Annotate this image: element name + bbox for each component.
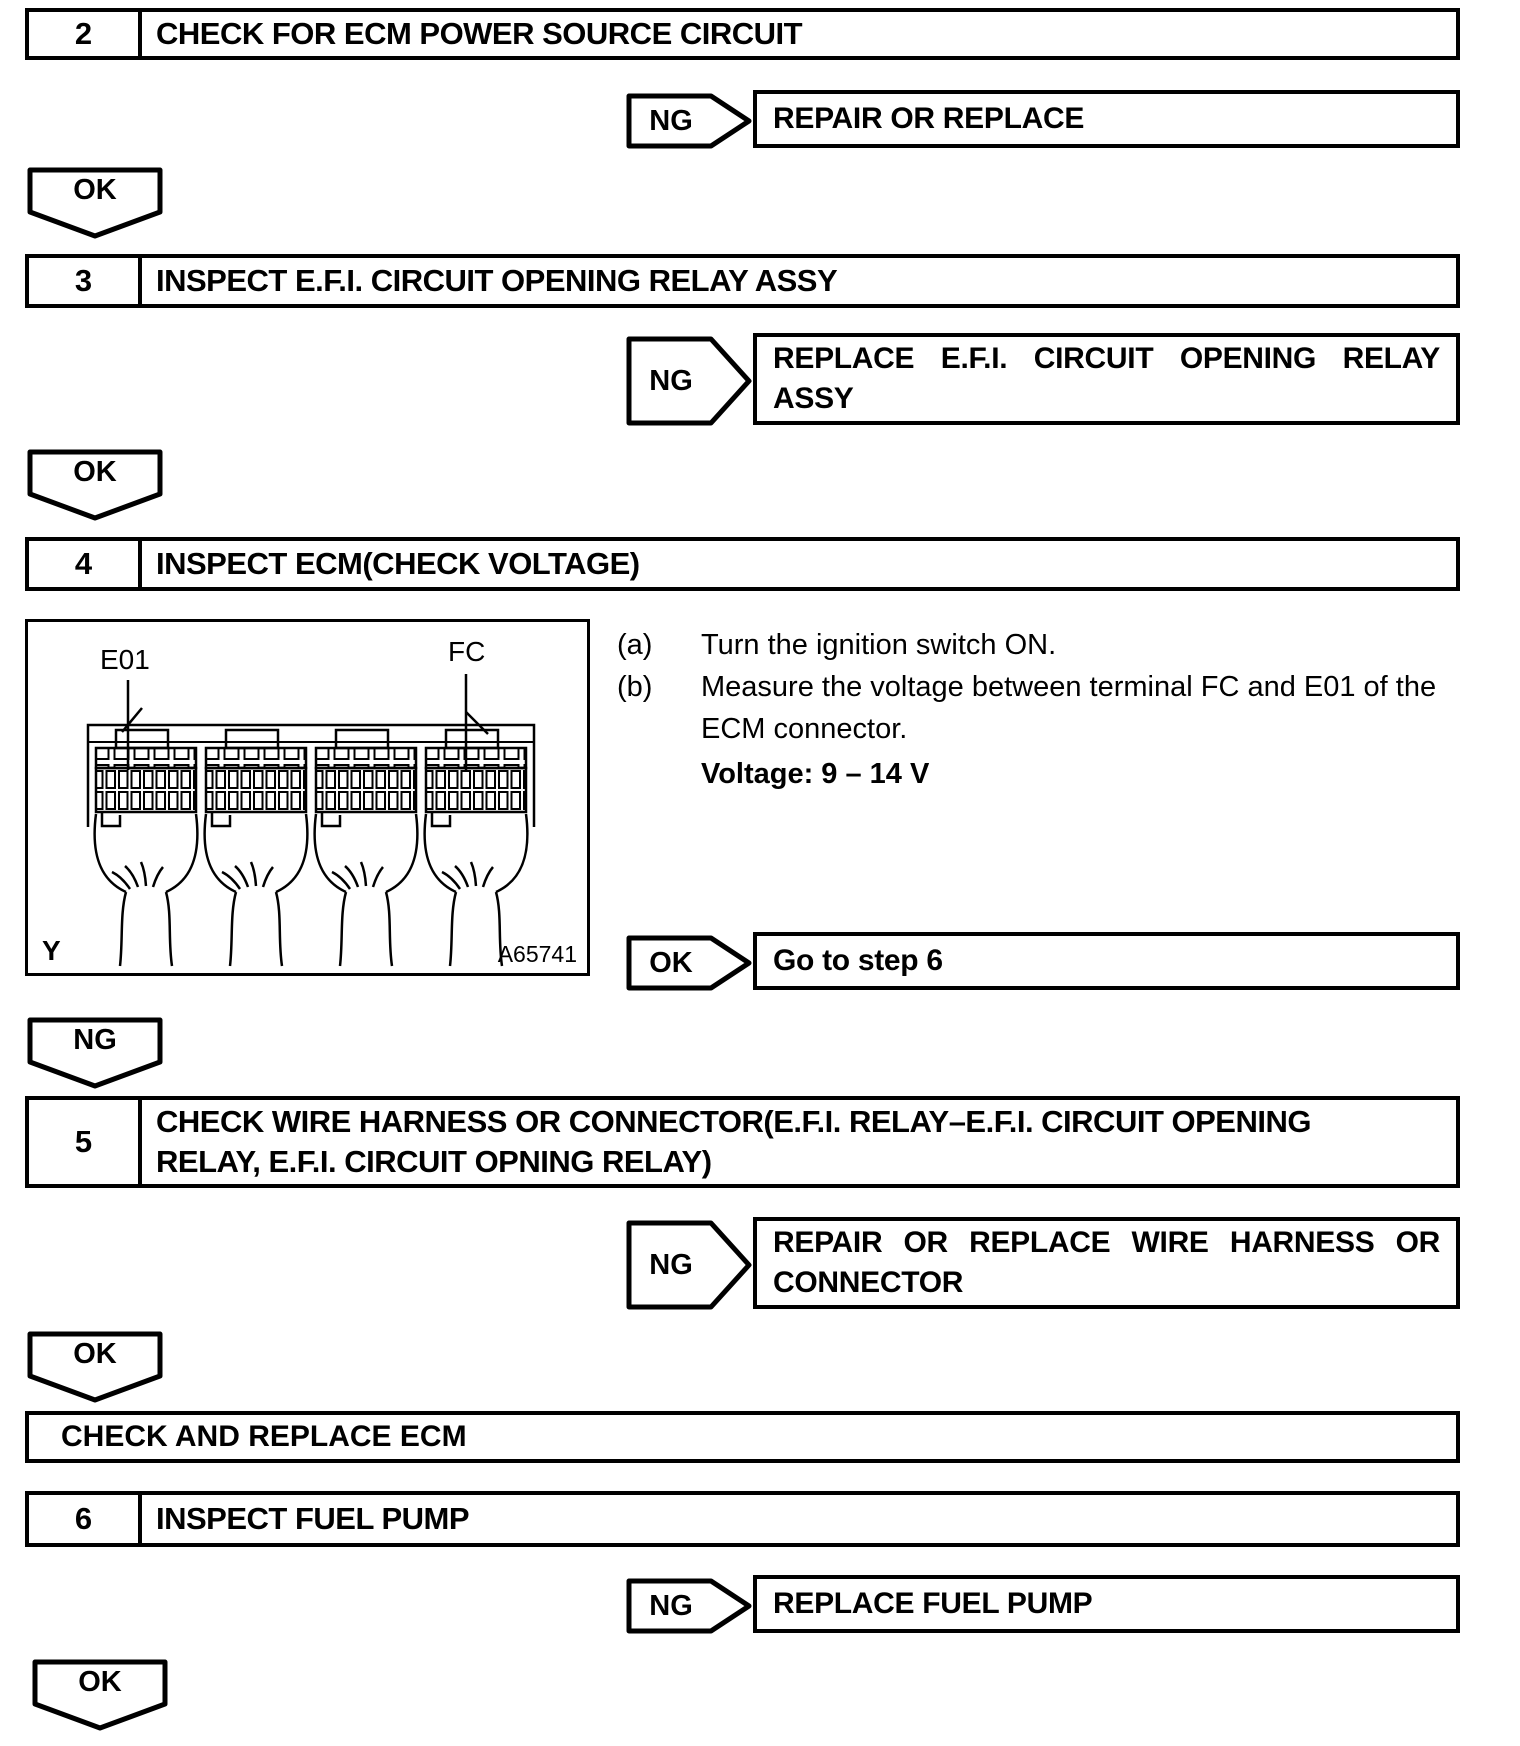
instruction-b (617, 666, 1472, 750)
result-box-repair-or-replace (753, 90, 1460, 148)
instruction-b-line-2: ECM connector. (701, 713, 908, 746)
terminal-label-e01: E01 (100, 644, 150, 675)
step-4-title: INSPECT ECM(CHECK VOLTAGE) (156, 545, 640, 581)
result-text-line-1: REPAIR OR REPLACE WIRE HARNESS OR (773, 1226, 1440, 1260)
step-4-header (25, 537, 1460, 591)
result-text: REPAIR OR REPLACE (773, 102, 1085, 136)
figure-code: A65741 (497, 941, 577, 967)
step-5-header (25, 1096, 1460, 1188)
instruction-b-line-1: Measure the voltage between terminal FC and E01 of the (701, 671, 1437, 704)
result-box-go-to-step-6 (753, 932, 1460, 990)
step-6-title: INSPECT FUEL PUMP (156, 1500, 470, 1536)
ng-tag-label: NG (649, 1248, 693, 1281)
step-4-ok-tag (625, 934, 753, 992)
instruction-b-text (701, 666, 1436, 750)
step-6-header (25, 1491, 1460, 1547)
figure-corner-mark: Y (42, 935, 61, 966)
ok-connector-label: OK (73, 173, 117, 206)
result-box-replace-fuel-pump (753, 1575, 1460, 1633)
ok-connector-label: OK (73, 455, 117, 488)
step-5-ok-connector (25, 1329, 165, 1407)
instruction-b-marker: (b) (617, 671, 653, 704)
step-4-instructions (617, 624, 1472, 795)
instruction-a (617, 624, 1472, 666)
step-6-ng-tag (625, 1577, 753, 1635)
ng-tag-label: NG (649, 104, 693, 137)
step-5-title-line-2: RELAY, E.F.I. CIRCUIT OPNING RELAY) (156, 1144, 712, 1179)
step-2-title: CHECK FOR ECM POWER SOURCE CIRCUIT (156, 15, 803, 51)
result-text-line-1: REPLACE E.F.I. CIRCUIT OPENING RELAY (773, 342, 1440, 376)
result-text: REPLACE FUEL PUMP (773, 1587, 1093, 1621)
step-2-header (25, 8, 1460, 60)
final-action-box (25, 1411, 1460, 1463)
ok-connector-label: OK (73, 1337, 117, 1370)
result-text-line-2: CONNECTOR (773, 1266, 964, 1299)
step-4-ng-connector (25, 1015, 165, 1093)
step-2-ng-tag (625, 92, 753, 150)
step-3-number: 3 (29, 258, 142, 304)
step-5-ng-tag (625, 1219, 753, 1311)
result-box-repair-wire-harness (753, 1217, 1460, 1309)
ecm-connector-figure (25, 619, 590, 976)
step-2-ok-connector (25, 165, 165, 243)
step-3-title: INSPECT E.F.I. CIRCUIT OPENING RELAY ASSY (156, 262, 838, 298)
result-text: Go to step 6 (773, 944, 943, 978)
ng-connector-label: NG (73, 1023, 117, 1056)
ng-tag-label: NG (649, 1589, 693, 1622)
step-6-ok-connector (30, 1657, 170, 1735)
result-box-replace-relay-assy (753, 333, 1460, 425)
final-action-text: CHECK AND REPLACE ECM (61, 1420, 467, 1453)
instruction-a-text: Turn the ignition switch ON. (701, 629, 1057, 661)
step-3-header (25, 254, 1460, 308)
ng-tag-label: NG (649, 364, 693, 397)
ok-connector-label: OK (78, 1665, 122, 1698)
terminal-label-fc: FC (448, 636, 486, 667)
step-6-number: 6 (29, 1495, 142, 1543)
step-3-ok-connector (25, 447, 165, 525)
step-2-number: 2 (29, 12, 142, 56)
result-text-line-2: ASSY (773, 382, 854, 415)
step-5-title-line-1: CHECK WIRE HARNESS OR CONNECTOR(E.F.I. RELAY–E.F.I. CIRCUIT OPENING (156, 1103, 1311, 1139)
step-3-ng-tag (625, 335, 753, 427)
instruction-a-marker: (a) (617, 629, 653, 661)
step-4-number: 4 (29, 541, 142, 587)
step-5-number: 5 (29, 1100, 142, 1184)
ok-tag-label: OK (649, 946, 693, 979)
voltage-spec: Voltage: 9 – 14 V (701, 758, 930, 791)
